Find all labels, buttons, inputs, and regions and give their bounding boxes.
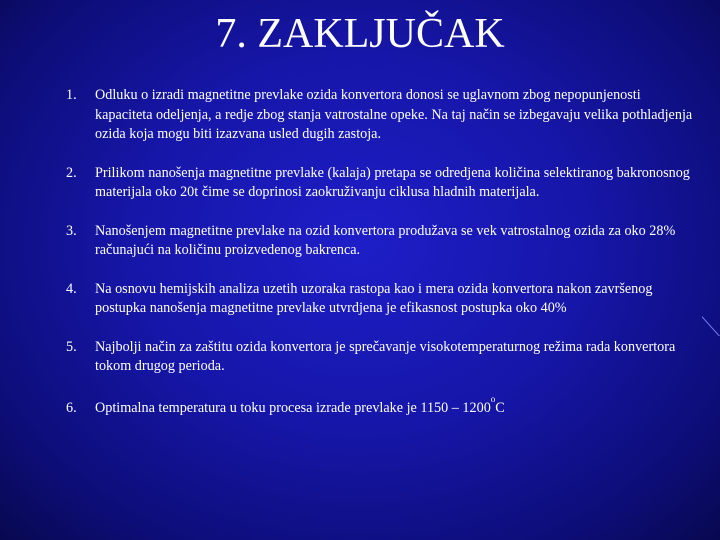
list-item <box>66 393 696 419</box>
list-item-number: 2. <box>66 164 77 181</box>
list-item <box>66 86 696 145</box>
conclusion-list <box>66 86 696 418</box>
list-item <box>66 338 696 377</box>
temperature-text: Optimalna temperatura u toku procesa izrade prevlake je 1150 – 1200 <box>95 399 491 416</box>
list-item-text: Odluku o izradi magnetitne prevlake ozida konvertora donosi se uglavnom zbog nepopunjenosti kapaciteta odeljenja, a redje zbog stanja vatrostalne opeke. Na taj način se izbegavaju velika pothladjenja ozida koja mogu biti izazvana usled dugih zastoja. <box>95 87 693 142</box>
list-item <box>66 222 696 261</box>
list-item-number: 4. <box>66 280 77 297</box>
list-item <box>66 164 696 203</box>
list-item-number: 5. <box>66 338 77 355</box>
degree-sign: o <box>490 393 496 404</box>
list-item-text: Na osnovu hemijskih analiza uzetih uzoraka rastopa kao i mera ozida konvertora nakon završenog postupka nanošenja magnetitne prevlake utvrdjena je efikasnost postupka oko 40% <box>95 280 653 316</box>
list-item-text: Nanošenjem magnetitne prevlake na ozid konvertora produžava se vek vatrostalnog ozida za oko 28% računajući na količinu proizvedenog bakrenca. <box>95 222 676 258</box>
list-item-number: 3. <box>66 222 77 239</box>
temperature-unit: C <box>495 399 505 416</box>
list-item-text: Najbolji način za zaštitu ozida konvertora je sprečavanje visokotemperaturnog režima rada konvertora tokom drugog perioda. <box>95 338 676 374</box>
decorative-line <box>702 316 720 336</box>
list-item-text <box>95 393 696 419</box>
list-item-text: Prilikom nanošenja magnetitne prevlake (kalaja) pretapa se odredjena količina selektiranog bakronosnog materijala oko 20t čime se doprinosi zaokruživanju ciklusa hladnih materijala. <box>95 164 690 200</box>
slide-title: 7. ZAKLJUČAK <box>215 11 505 57</box>
list-item-number: 6. <box>66 399 77 416</box>
list-item-number: 1. <box>66 87 77 103</box>
list-item <box>66 280 696 319</box>
